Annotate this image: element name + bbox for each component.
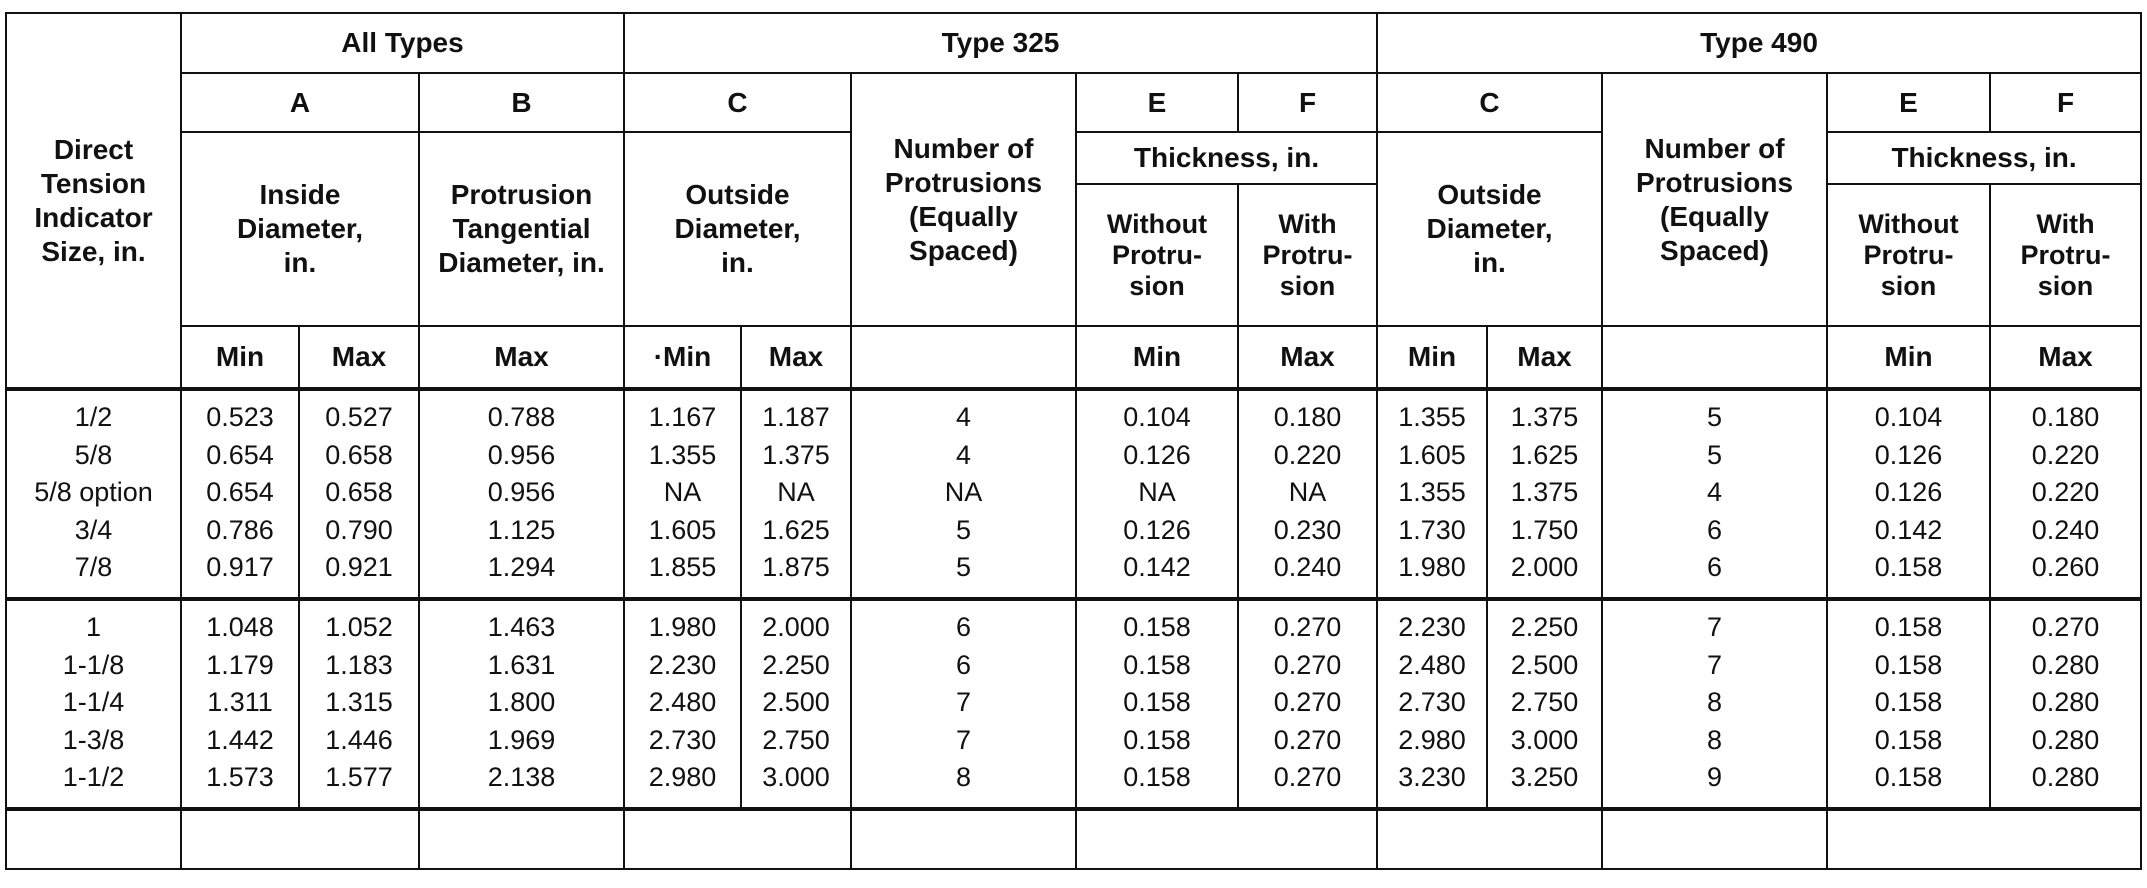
t490-e-min-value: 0.158 [1874,724,1943,755]
b-max-value: 1.631 [487,649,556,680]
t490-f-max-value: 0.220 [2031,477,2100,508]
a-min-value: 1.179 [206,649,274,680]
a-max-value: 0.790 [325,514,393,545]
t490-f-max-value: 0.240 [2031,514,2100,545]
t490-c-max-value: 2.750 [1510,687,1579,718]
inside-diameter-header: Inside Diameter, in. [181,132,419,326]
t490-e-min-value: 0.158 [1874,612,1943,642]
a-min-label: Min [181,326,299,389]
t325-c-min-value: NA [663,477,702,508]
a-min-value: 1.573 [206,762,274,793]
t325-f-max-value: NA [1288,477,1327,508]
t325-f-max-value: 0.270 [1273,724,1342,755]
t490-number-value: 6 [1707,514,1723,545]
size-cell [6,599,181,809]
t325-e-min-cell [1076,599,1238,809]
t490-c-min-label: Min [1377,326,1487,389]
t325-number-cell [851,389,1076,599]
t490-f-max-value: 0.180 [2031,402,2100,432]
t490-c-min-value: 1.355 [1398,477,1466,508]
a-max-value: 1.183 [325,649,393,680]
type490-header: Type 490 [1377,13,2141,73]
b-max-value: 0.788 [487,402,556,432]
size-value: 1-1/2 [62,762,125,793]
a-max-value: 0.527 [325,402,393,432]
t490-c-max-value: 1.375 [1510,477,1579,508]
t490-number-value: 6 [1707,552,1723,583]
t490-col-c-letter: C [1377,73,1602,132]
t490-e-min-value: 0.158 [1874,552,1943,583]
a-min-value: 0.523 [206,402,274,432]
size-value: 1-1/4 [62,687,125,718]
t490-f-max-value: 0.280 [2031,649,2100,680]
t325-f-max-value: 0.270 [1273,649,1342,680]
t490-e-min-cell [1827,599,1990,809]
t490-c-max-value: 2.000 [1510,552,1579,583]
t325-e-min-value: 0.126 [1123,514,1191,545]
t490-f-max-value: 0.220 [2031,439,2100,470]
a-min-value: 1.442 [206,724,274,755]
size-header: Direct Tension Indicator Size, in. [6,13,181,389]
t490-e-min-value: 0.126 [1874,477,1943,508]
t325-num-blank-cell [851,326,1076,389]
t325-c-min-value: 1.605 [648,514,717,545]
b-max-value: 1.463 [487,612,556,642]
col-a-letter: A [181,73,419,132]
t490-c-max-label: Max [1487,326,1602,389]
t325-number-value: 6 [955,649,972,680]
t490-f-max-value: 0.270 [2031,612,2100,642]
b-max-value: 0.956 [487,477,556,508]
t490-c-max-value: 1.625 [1510,439,1579,470]
t325-c-min-value: 1.855 [648,552,717,583]
t325-c-max-value: 1.875 [762,552,830,583]
t490-e-min-value: 0.104 [1874,402,1943,432]
t325-c-min-value: 2.480 [648,687,717,718]
t490-c-max-value: 1.375 [1510,402,1579,432]
t325-number-value: 5 [955,514,972,545]
t325-c-max-value: 2.250 [762,649,830,680]
all-types-header: All Types [181,13,624,73]
t325-c-max-value: NA [777,477,815,508]
t325-f-max-value: 0.270 [1273,612,1342,642]
t325-c-min-value: 2.230 [648,649,717,680]
b-max-value: 1.800 [487,687,556,718]
t490-num-blank-cell [1602,326,1827,389]
data-group-1 [6,389,2141,599]
t325-col-f-letter: F [1238,73,1377,132]
b-max-cell [419,389,624,599]
t490-c-min-value: 2.480 [1398,649,1466,680]
t325-c-max-value: 2.500 [762,687,830,718]
t490-f-max-value: 0.280 [2031,687,2100,718]
t325-outside-diameter-header: Outside Diameter, in. [624,132,851,326]
t490-e-min-value: 0.142 [1874,514,1943,545]
t490-c-min-value: 1.730 [1398,514,1466,545]
a-max-value: 1.315 [325,687,393,718]
t490-c-min-cell [1377,389,1487,599]
t325-e-min-value: 0.142 [1123,552,1191,583]
t325-f-max-label: Max [1238,326,1377,389]
size-value: 5/8 [74,439,113,470]
t325-c-max-value: 2.000 [762,612,830,642]
blank-cell [1377,809,1602,869]
t490-col-f-letter: F [1990,73,2141,132]
t490-with-protrusion-header: With Protru- sion [1990,184,2141,326]
t325-c-min-cell [624,389,741,599]
a-max-cell [299,599,419,809]
a-max-value: 1.577 [325,762,393,793]
t325-thickness-header: Thickness, in. [1076,132,1377,184]
t490-c-min-value: 3.230 [1398,762,1466,793]
a-min-cell [181,389,299,599]
t325-c-min-value: 1.355 [648,439,717,470]
t325-c-min-value: 1.167 [648,402,717,432]
t490-c-min-value: 1.980 [1398,552,1466,583]
a-max-value: 1.446 [325,724,393,755]
t490-number-value: 7 [1707,649,1723,680]
t490-f-max-cell [1990,599,2141,809]
t490-e-min-value: 0.126 [1874,439,1943,470]
a-min-value: 0.654 [206,439,274,470]
t490-c-max-value: 3.000 [1510,724,1579,755]
t490-c-min-value: 1.605 [1398,439,1466,470]
t325-col-e-letter: E [1076,73,1238,132]
t490-c-max-value: 2.250 [1510,612,1579,642]
t490-c-min-value: 2.730 [1398,687,1466,718]
t325-c-max-label: Max [741,326,851,389]
size-value: 1-3/8 [62,724,125,755]
a-min-value: 0.917 [206,552,274,583]
t490-e-min-value: 0.158 [1874,762,1943,793]
t325-number-value: 7 [955,724,972,755]
t490-number-value: 7 [1707,612,1723,642]
size-value: 1 [85,612,102,642]
type325-header: Type 325 [624,13,1377,73]
t490-e-min-label: Min [1827,326,1990,389]
blank-cell [1076,809,1377,869]
t325-c-max-value: 1.375 [762,439,830,470]
t325-c-max-cell [741,389,851,599]
size-value: 7/8 [74,552,113,583]
b-max-value: 1.125 [487,514,556,545]
t490-c-max-cell [1487,389,1602,599]
t325-e-min-value: 0.158 [1123,724,1191,755]
t490-f-max-label: Max [1990,326,2141,389]
t490-number-cell [1602,599,1827,809]
t325-e-min-value: 0.158 [1123,649,1191,680]
t325-f-max-value: 0.220 [1273,439,1342,470]
t490-number-protrusions-header: Number of Protrusions (Equally Spaced) [1602,73,1827,326]
t325-without-protrusion-header: Without Protru- sion [1076,184,1238,326]
blank-cell [624,809,851,869]
t490-f-max-cell [1990,389,2141,599]
t490-number-value: 5 [1707,439,1723,470]
blank-cell [6,809,181,869]
t325-f-max-cell [1238,599,1377,809]
t490-c-min-value: 2.980 [1398,724,1466,755]
dti-dimensions-table [5,12,2142,870]
t490-c-min-cell [1377,599,1487,809]
protrusion-tangential-header: Protrusion Tangential Diameter, in. [419,132,624,326]
t490-f-max-value: 0.260 [2031,552,2100,583]
b-max-value: 1.969 [487,724,556,755]
t325-e-min-value: NA [1138,477,1176,508]
a-min-value: 1.048 [206,612,274,642]
blank-row [6,809,2141,869]
t325-c-max-value: 1.625 [762,514,830,545]
t325-c-max-value: 2.750 [762,724,830,755]
a-max-cell [299,389,419,599]
t325-number-value: 4 [955,439,972,470]
t325-f-max-value: 0.270 [1273,762,1342,793]
t325-f-max-value: 0.240 [1273,552,1342,583]
t325-number-value: 4 [955,402,972,432]
t490-without-protrusion-header: Without Protru- sion [1827,184,1990,326]
t490-c-min-value: 2.230 [1398,612,1466,642]
t490-c-max-cell [1487,599,1602,809]
t325-number-value: 6 [955,612,972,642]
blank-cell [1602,809,1827,869]
t490-c-max-value: 1.750 [1510,514,1579,545]
t490-number-cell [1602,389,1827,599]
b-max-cell [419,599,624,809]
t490-c-min-value: 1.355 [1398,402,1466,432]
t325-e-min-value: 0.104 [1123,402,1191,432]
t325-e-min-value: 0.126 [1123,439,1191,470]
blank-cell [419,809,624,869]
b-max-value: 1.294 [487,552,556,583]
blank-cell [1827,809,2141,869]
t325-c-min-cell [624,599,741,809]
t325-with-protrusion-header: With Protru- sion [1238,184,1377,326]
t325-c-min-value: 2.980 [648,762,717,793]
t325-c-max-value: 1.187 [762,402,830,432]
t325-e-min-label: Min [1076,326,1238,389]
t490-number-value: 8 [1707,724,1723,755]
a-max-value: 0.658 [325,439,393,470]
t325-e-min-value: 0.158 [1123,612,1191,642]
blank-cell [851,809,1076,869]
t325-c-min-value: 2.730 [648,724,717,755]
t325-number-protrusions-header: Number of Protrusions (Equally Spaced) [851,73,1076,326]
t325-number-value: 5 [955,552,972,583]
t325-f-max-value: 0.270 [1273,687,1342,718]
a-max-value: 0.658 [325,477,393,508]
t490-number-value: 8 [1707,687,1723,718]
t325-c-min-value: 1.980 [648,612,717,642]
a-min-value: 0.654 [206,477,274,508]
t490-number-value: 9 [1707,762,1723,793]
t325-e-min-value: 0.158 [1123,687,1191,718]
t490-outside-diameter-header: Outside Diameter, in. [1377,132,1602,326]
col-b-letter: B [419,73,624,132]
t325-c-min-label: ·Min [624,326,741,389]
t490-number-value: 4 [1707,477,1723,508]
a-min-cell [181,599,299,809]
t325-c-max-value: 3.000 [762,762,830,793]
t325-number-value: NA [944,477,983,508]
t325-number-value: 7 [955,687,972,718]
b-max-label: Max [419,326,624,389]
data-group-2 [6,599,2141,809]
t490-f-max-value: 0.280 [2031,762,2100,793]
t490-e-min-cell [1827,389,1990,599]
t490-c-max-value: 3.250 [1510,762,1579,793]
t325-number-cell [851,599,1076,809]
t325-c-max-cell [741,599,851,809]
size-value: 1-1/8 [62,649,125,680]
a-max-label: Max [299,326,419,389]
b-max-value: 2.138 [487,762,556,793]
t490-e-min-value: 0.158 [1874,687,1943,718]
t325-f-max-value: 0.230 [1273,514,1342,545]
t325-number-value: 8 [955,762,972,793]
t325-f-max-value: 0.180 [1273,402,1342,432]
a-min-value: 1.311 [207,687,273,718]
t490-thickness-header: Thickness, in. [1827,132,2141,184]
t325-e-min-value: 0.158 [1123,762,1191,793]
t325-col-c-letter: C [624,73,851,132]
blank-cell [181,809,419,869]
t325-f-max-cell [1238,389,1377,599]
size-value: 5/8 option [34,477,153,508]
a-min-value: 0.786 [206,514,274,545]
t490-number-value: 5 [1707,402,1723,432]
t490-col-e-letter: E [1827,73,1990,132]
t325-e-min-cell [1076,389,1238,599]
size-cell [6,389,181,599]
t490-c-max-value: 2.500 [1510,649,1579,680]
b-max-value: 0.956 [487,439,556,470]
a-max-value: 1.052 [325,612,393,642]
a-max-value: 0.921 [325,552,393,583]
size-value: 1/2 [74,402,113,432]
t490-e-min-value: 0.158 [1874,649,1943,680]
size-value: 3/4 [74,514,113,545]
t490-f-max-value: 0.280 [2031,724,2100,755]
